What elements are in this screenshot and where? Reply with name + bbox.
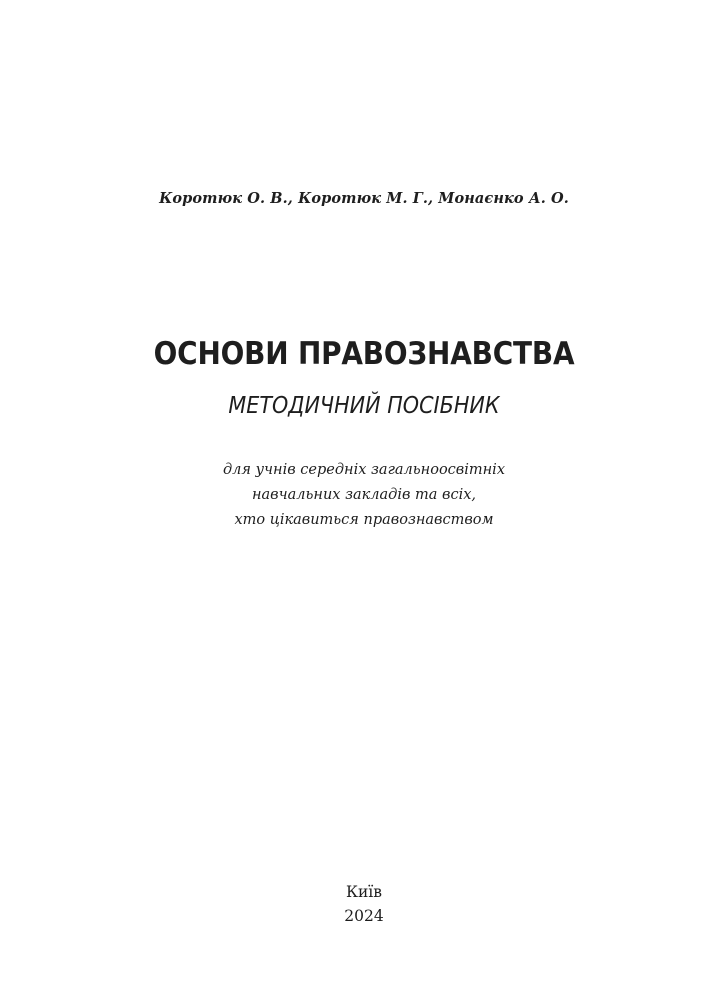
target-audience	[0, 458, 728, 533]
publication-year: 2024	[344, 907, 384, 925]
authors-line: Коротюк О. В., Коротюк М. Г., Монаєнко А. О.	[159, 190, 569, 207]
book-subtitle: МЕТОДИЧНИЙ ПОСІБНИК	[228, 393, 500, 419]
publication-info	[0, 880, 728, 928]
book-title: ОСНОВИ ПРАВОЗНАВСТВА	[153, 336, 575, 372]
audience-line: навчальних закладів та всіх,	[251, 487, 477, 503]
audience-line: хто цікавиться правознавством	[234, 512, 494, 528]
audience-line: для учнів середніх загальноосвітніх	[222, 462, 505, 478]
publication-city: Київ	[345, 883, 382, 901]
